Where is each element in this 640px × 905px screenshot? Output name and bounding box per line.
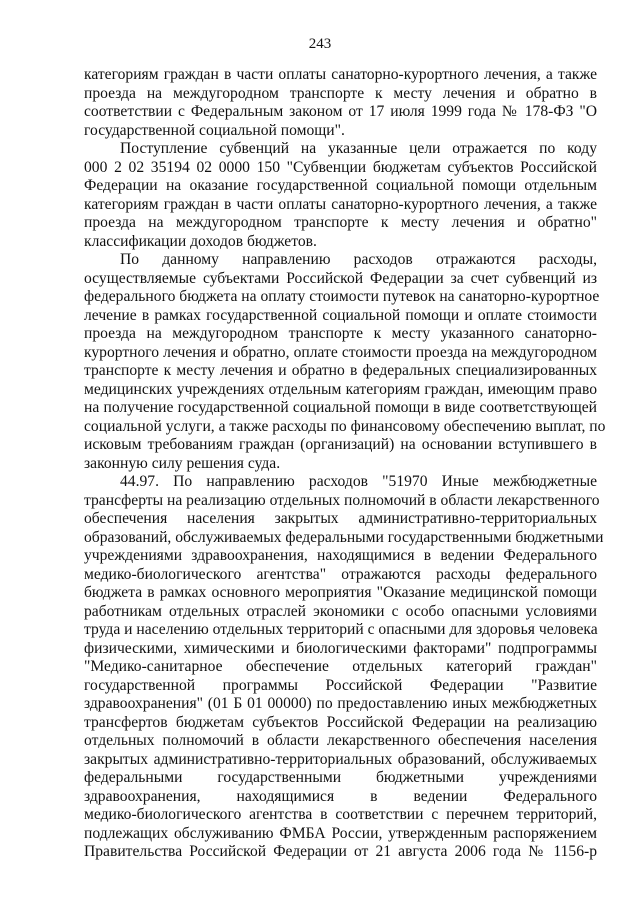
text-line: транспорте к месту лечения и обратно в федеральных специализированных [84, 362, 597, 379]
text-line: классификации доходов бюджетов. [84, 232, 317, 250]
text-line: категориям граждан в части оплаты санаторно-курортного лечения, а также [84, 66, 597, 83]
text-line: закрытых административно-территориальных образований, обслуживаемых [84, 750, 597, 768]
body-text [84, 66, 606, 862]
text-line: государственной социальной помощи". [84, 121, 345, 139]
text-line: здравоохранения" (01 Б 01 00000) по предоставлению иных межбюджетных [84, 695, 597, 712]
text-line: здравоохранения, находящимися в ведении Федерального [84, 787, 597, 805]
text-line: обеспечения населения закрытых административно-территориальных [84, 510, 597, 527]
paragraph [84, 140, 597, 251]
text-line: работникам отдельных отраслей экономики с особо опасными условиями [84, 602, 597, 620]
text-line: медицинских учреждениях отдельным категориям граждан, имеющим право [84, 380, 597, 398]
text-line: государственной программы Российской Федерации "Развитие [84, 676, 597, 694]
paragraph [84, 251, 606, 473]
text-line: проезда на междугородном транспорте к месту лечения и обратно" [84, 214, 597, 231]
text-line: категориям граждан в части оплаты санаторно-курортного лечения, а также [84, 195, 597, 213]
text-line: осуществляемые субъектами Российской Федерации за счет субвенций из [84, 269, 597, 287]
page-number: 243 [308, 36, 332, 52]
paragraph [84, 473, 604, 862]
text-line: медико-биологического агентства" отражаются расходы федерального [84, 565, 597, 583]
text-line: проезда на междугородном транспорте к месту лечения и обратно в [84, 84, 597, 102]
text-line: "Медико-санитарное обеспечение отдельных категорий граждан" [84, 658, 597, 675]
text-line: социальной услуги, а также расходы по финансовому обеспечению выплат, по [84, 417, 606, 435]
text-line: бюджета в рамках основного мероприятия "Оказание медицинской помощи [84, 584, 597, 601]
text-line: Федерации на оказание государственной социальной помощи отдельным [84, 177, 597, 194]
text-line: медико-биологического агентства в соответствии с перечнем территорий, [84, 806, 597, 823]
text-line: трансферты на реализацию отдельных полномочий в области лекарственного [84, 491, 600, 509]
text-line: федерального бюджета на оплату стоимости путевок на санаторно-курортное [84, 288, 600, 305]
text-line: учреждениями здравоохранения, находящимися в ведении Федерального [84, 547, 597, 564]
text-line: на получение государственной социальной помощи в виде соответствующей [84, 399, 597, 416]
text-line: исковым требованиям граждан (организаций) на основании вступившего в [84, 436, 597, 453]
text-line: труда и населению отдельных территорий с опасными для здоровья человека [84, 621, 598, 638]
text-line: Правительства Российской Федерации от 21 августа 2006 года № 1156-р [84, 843, 597, 860]
text-line: Поступление субвенций на указанные цели отражается по коду [120, 140, 597, 157]
text-line: По данному направлению расходов отражаются расходы, [120, 251, 597, 268]
text-line: законную силу решения суда. [84, 454, 281, 472]
text-line: трансфертов бюджетам субъектов Российской Федерации на реализацию [84, 713, 597, 731]
text-line: образований, обслуживаемых федеральными государственными бюджетными [84, 528, 604, 546]
paragraph [84, 66, 597, 140]
text-line: лечение в рамках государственной социальной помощи и оплате стоимости [84, 306, 597, 324]
text-line: соответствии с Федеральным законом от 17 июля 1999 года № 178-ФЗ "О [84, 103, 597, 120]
text-line: проезда на междугородном транспорте к месту указанного санаторно- [84, 325, 597, 342]
text-line: 000 2 02 35194 02 0000 150 "Субвенции бюджетам субъектов Российской [84, 158, 597, 176]
text-line: 44.97. По направлению расходов "51970 Иные межбюджетные [120, 473, 597, 490]
text-line: курортного лечения и обратно, оплате стоимости проезда на междугородном [84, 343, 597, 361]
text-line: физическими, химическими и биологическими факторами" подпрограммы [84, 639, 597, 657]
text-line: отдельных полномочий в области лекарственного обеспечения населения [84, 732, 597, 749]
text-line: федеральными государственными бюджетными учреждениями [84, 769, 597, 786]
text-line: подлежащих обслуживанию ФМБА России, утвержденным распоряжением [84, 824, 597, 842]
